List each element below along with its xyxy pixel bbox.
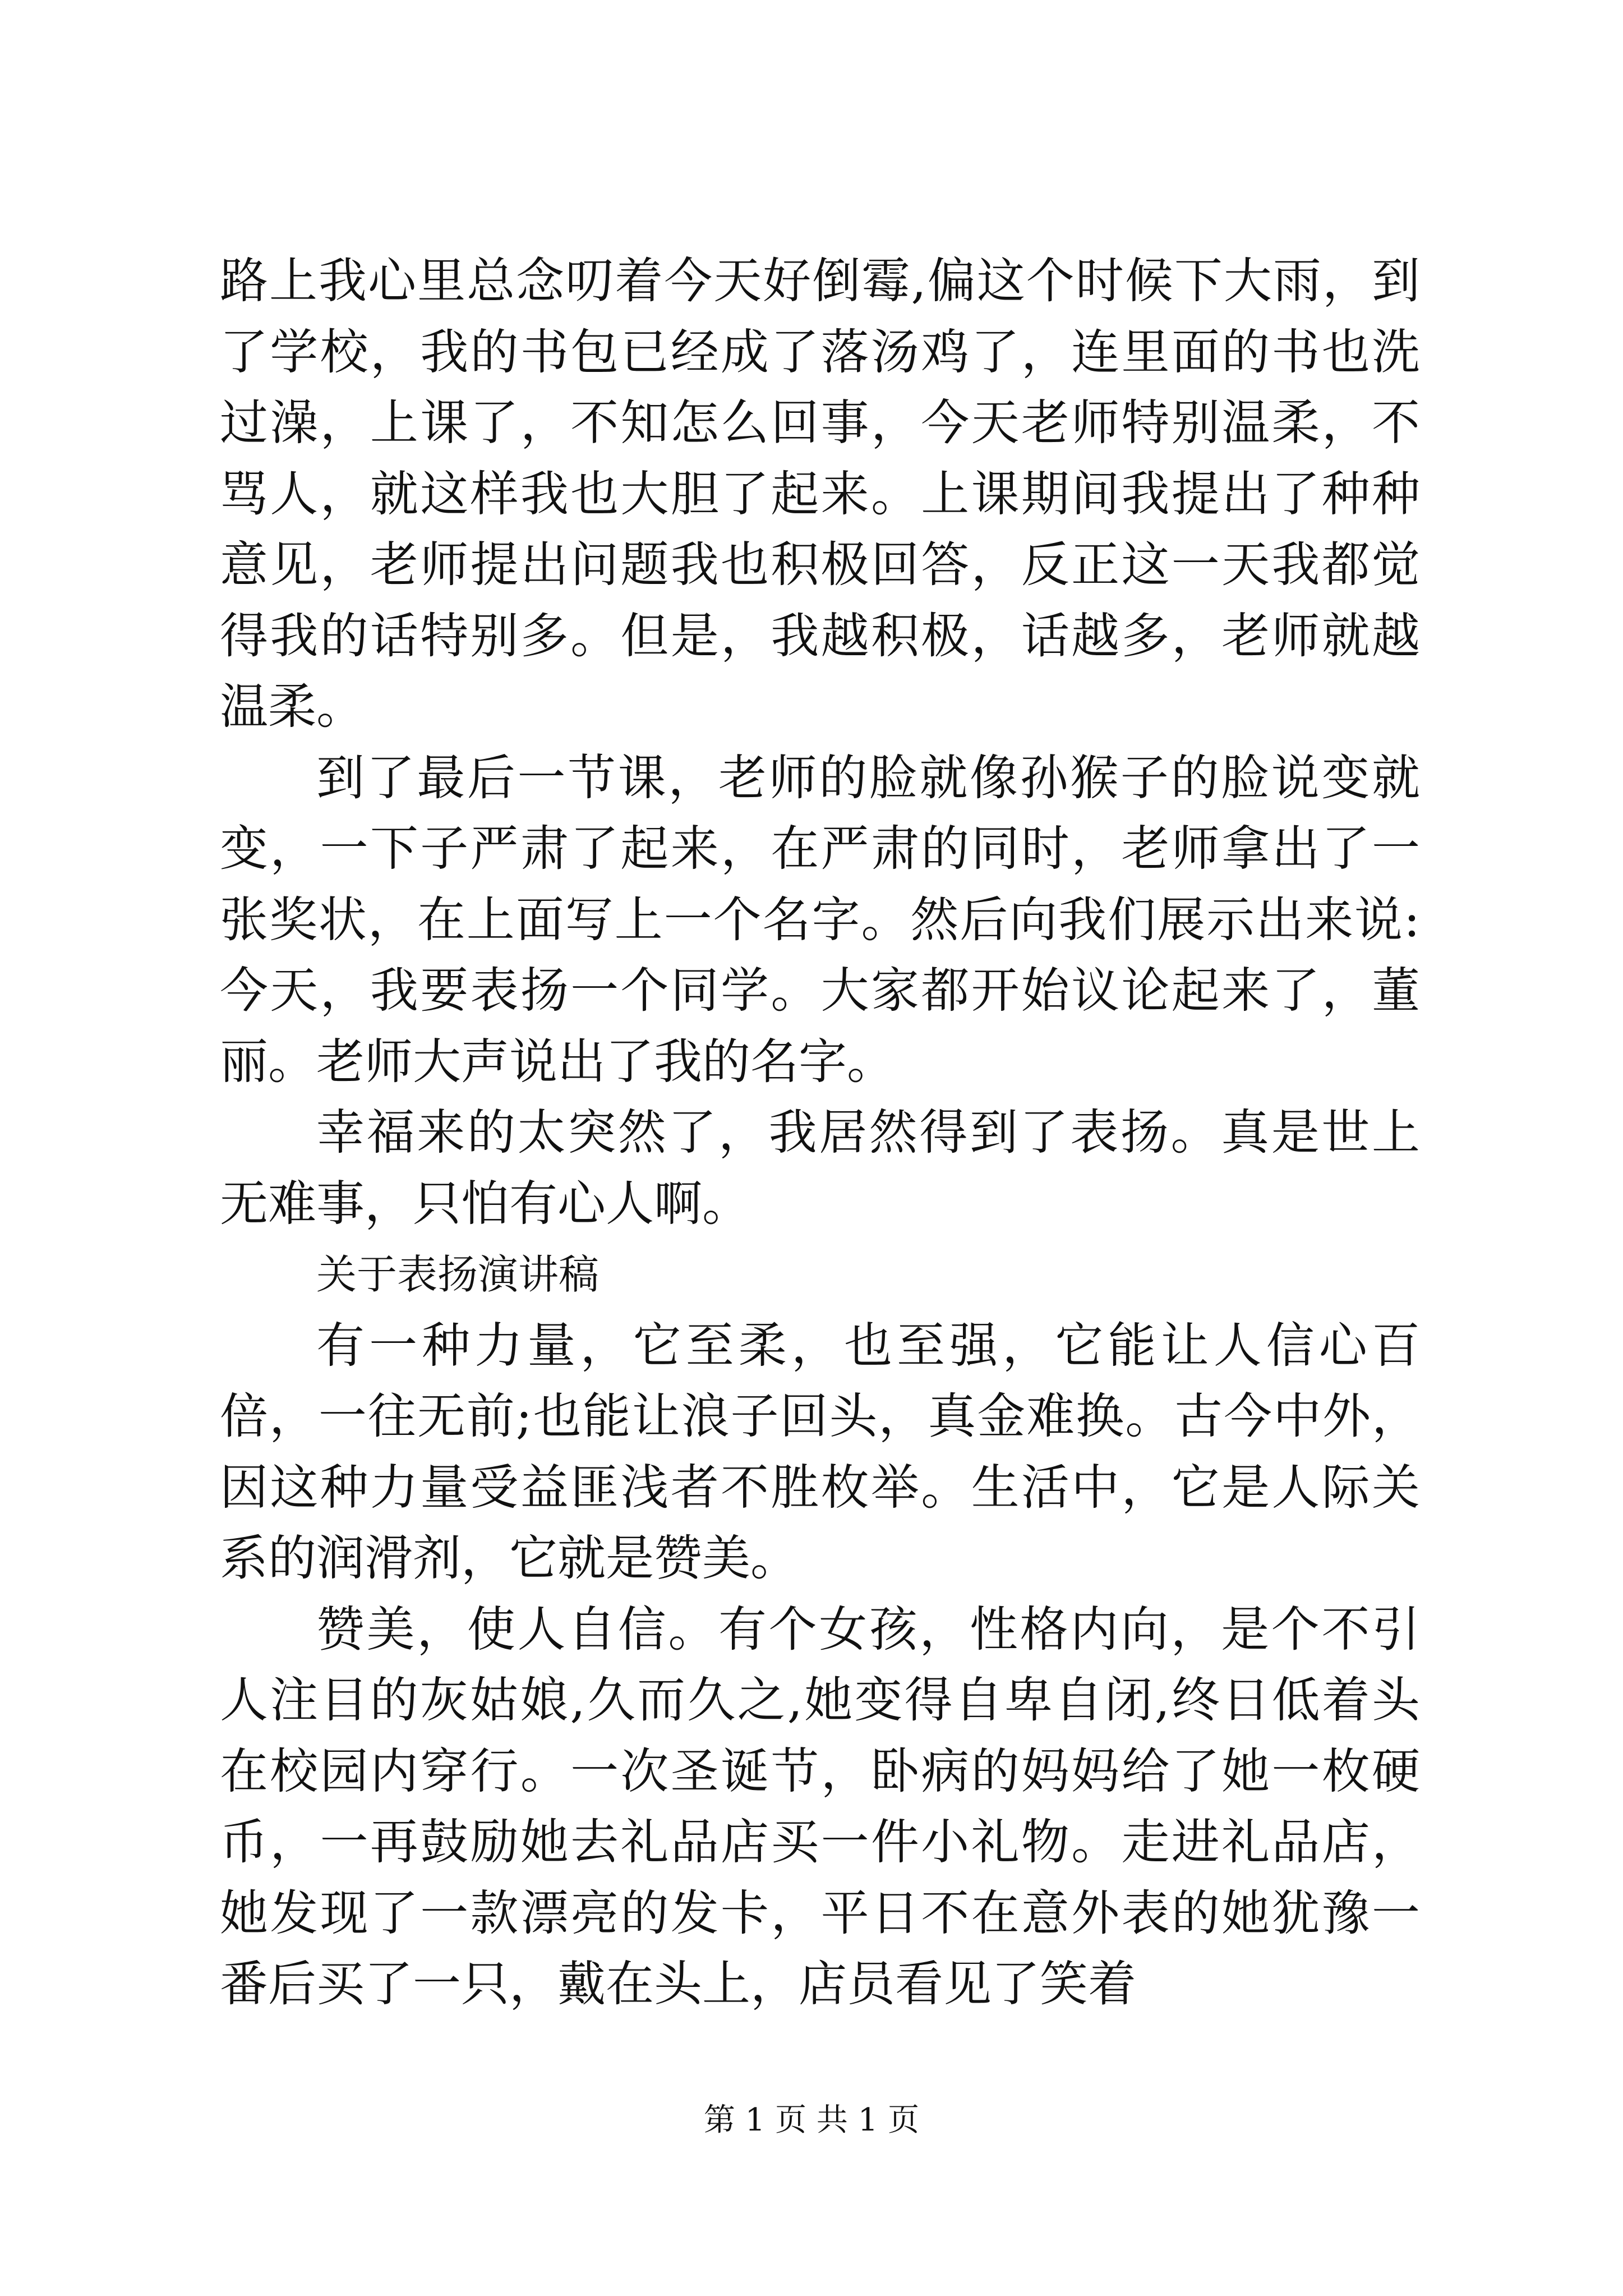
paragraph-4: 有一种力量，它至柔，也至强，它能让人信心百倍，一往无前;也能让浪子回头，真金难换。古今中外，因这种力量受益匪浅者不胜枚举。生活中，它是人际关系的润滑剂，它就是赞美。 — [220, 1317, 1420, 1586]
section-heading: 关于表扬演讲稿 — [316, 1251, 600, 1298]
document-body — [220, 246, 1420, 2020]
paragraph-2: 到了最后一节课，老师的脸就像孙猴子的脸说变就变，一下子严肃了起来，在严肃的同时，老师拿出了一张奖状，在上面写上一个名字。然后向我们展示出来说:今天，我要表扬一个同学。大家都开始议论起来了，董丽。老师大声说出了我的名字。 — [220, 749, 1420, 1090]
page-footer: 第 1 页 共 1 页 — [703, 2102, 920, 2138]
paragraph-5: 赞美，使人自信。有个女孩，性格内向，是个不引人注目的灰姑娘,久而久之,她变得自卑自闭,终日低着头在校园内穿行。一次圣诞节，卧病的妈妈给了她一枚硬币，一再鼓励她去礼品店买一件小礼物。走进礼品店，她发现了一款漂亮的发卡，平日不在意外表的她犹豫一番后买了一只，戴在头上，店员看见了笑着 — [220, 1601, 1420, 2012]
paragraph-3: 幸福来的太突然了，我居然得到了表扬。真是世上无难事，只怕有心人啊。 — [220, 1105, 1420, 1232]
paragraph-1: 路上我心里总念叨着今天好倒霉,偏这个时候下大雨，到了学校，我的书包已经成了落汤鸡了，连里面的书也洗过澡，上课了，不知怎么回事，今天老师特别温柔，不骂人，就这样我也大胆了起来。上课期间我提出了种种意见，老师提出问题我也积极回答，反正这一天我都觉得我的话特别多。但是，我越积极，话越多，老师就越温柔。 — [220, 253, 1420, 735]
